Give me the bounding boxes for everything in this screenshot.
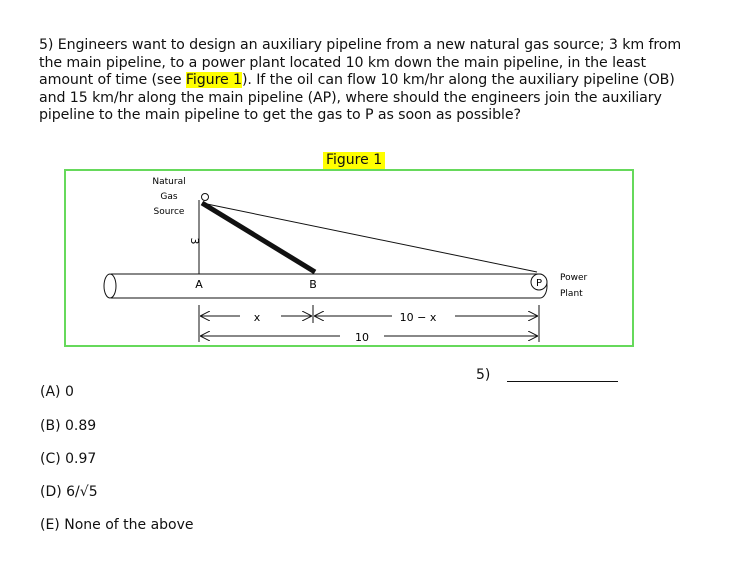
figure-reference: Figure 1 bbox=[185, 72, 242, 88]
auxiliary-pipeline-ob bbox=[202, 203, 315, 272]
x-label: x bbox=[253, 311, 261, 324]
choice-c: (C) 0.97 bbox=[40, 451, 97, 467]
height-label: 3 bbox=[188, 237, 201, 245]
choice-b: (B) 0.89 bbox=[40, 418, 97, 434]
figure-title: Figure 1 bbox=[323, 152, 385, 169]
main-pipeline bbox=[104, 274, 547, 298]
total-label: 10 bbox=[355, 331, 369, 344]
source-label-line2: Gas bbox=[160, 192, 178, 202]
source-label-line1: Natural bbox=[152, 177, 186, 187]
rest-label: 10 − x bbox=[399, 311, 437, 324]
choice-a: (A) 0 bbox=[40, 384, 74, 400]
choice-d: (D) 6/√5 bbox=[40, 484, 98, 500]
point-a-label: A bbox=[195, 278, 203, 291]
plant-label-line2: Plant bbox=[560, 289, 583, 299]
answer-blank[interactable] bbox=[507, 381, 618, 382]
question-text: 5) Engineers want to design an auxiliary pipeline from a new natural gas source; 3 km from the main pipeline, to a power plant located 10 km down the main pipeline, in the least amount of time (see Figure 1). If the oil can flow 10 km/hr along the auxiliary pipeline (OB) and 15 km/hr along the main pipeline (AP), where should the engineers join the auxiliary pipeline to the main pipeline to get the gas to P as soon as possible? bbox=[39, 37, 682, 123]
point-b-label: B bbox=[309, 278, 317, 291]
point-p-label: P bbox=[535, 278, 543, 289]
direct-line-op bbox=[202, 203, 537, 272]
plant-label-line1: Power bbox=[560, 273, 588, 283]
choice-e: (E) None of the above bbox=[40, 517, 194, 533]
answer-number: 5) bbox=[476, 367, 491, 383]
source-label-line3: Source bbox=[153, 207, 185, 217]
